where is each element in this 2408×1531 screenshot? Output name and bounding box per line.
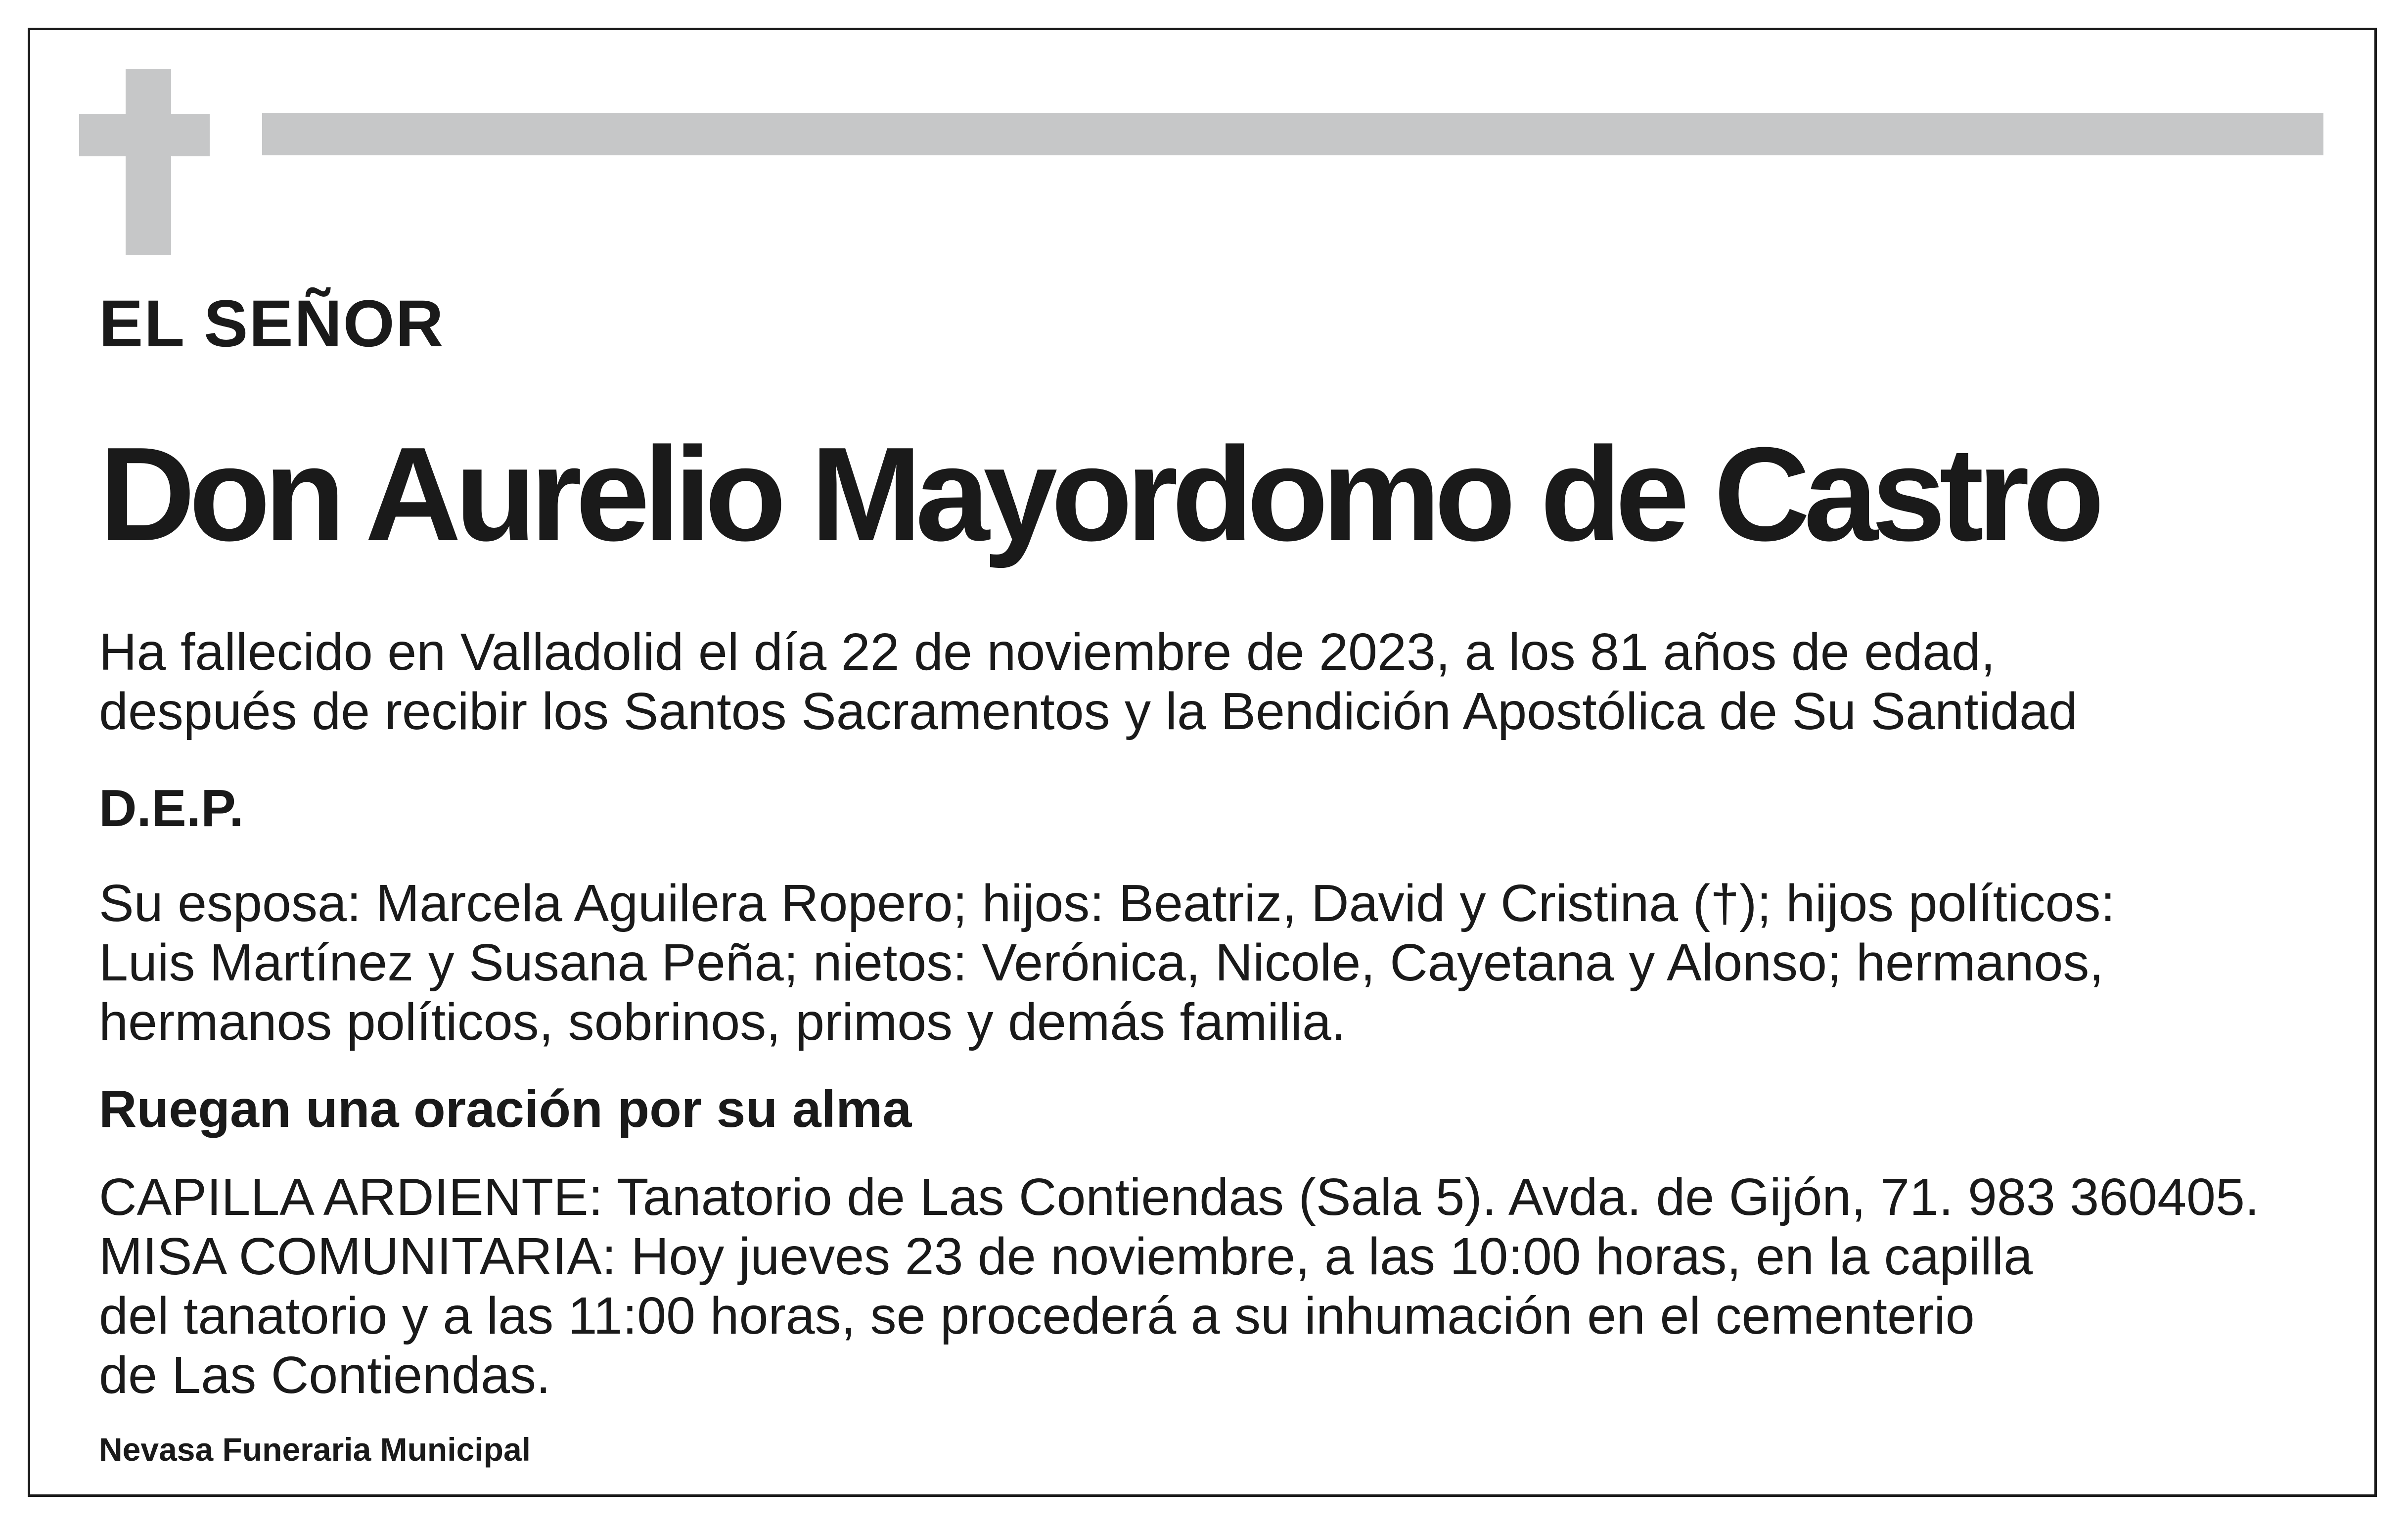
family-line: Su esposa: Marcela Aguilera Ropero; hijos: Beatriz, David y Cristina (†); hijos políticos: [99, 874, 2115, 932]
honorific-heading: EL SEÑOR [99, 287, 445, 361]
service-details [99, 1167, 2259, 1405]
rest-in-peace: D.E.P. [99, 779, 244, 837]
family-line: hermanos políticos, sobrinos, primos y demás familia. [99, 993, 1346, 1051]
cross-horizontal-bar [79, 114, 210, 156]
service-line: del tanatorio y a las 11:00 horas, se procederá a su inhumación en el cementerio [99, 1287, 1975, 1345]
prayer-request: Ruegan una oración por su alma [99, 1080, 912, 1138]
family-line: Luis Martínez y Susana Peña; nietos: Verónica, Nicole, Cayetana y Alonso; hermanos, [99, 933, 2104, 992]
cross-vertical-bar [126, 69, 171, 255]
death-announcement [99, 622, 2078, 741]
service-line: MISA COMUNITARIA: Hoy jueves 23 de noviembre, a las 10:00 horas, en la capilla [99, 1227, 2033, 1286]
header-rule [262, 113, 2323, 155]
deceased-name: Don Aurelio Mayordomo de Castro [99, 420, 2098, 569]
family-list [99, 874, 2115, 1052]
death-line: después de recibir los Santos Sacramentos y la Bendición Apostólica de Su Santidad [99, 682, 2078, 741]
death-line: Ha fallecido en Valladolid el día 22 de noviembre de 2023, a los 81 años de edad, [99, 623, 1996, 681]
service-line: CAPILLA ARDIENTE: Tanatorio de Las Contiendas (Sala 5). Avda. de Gijón, 71. 983 360405. [99, 1168, 2260, 1226]
service-line: de Las Contiendas. [99, 1346, 551, 1404]
funeral-home-name: Nevasa Funeraria Municipal [99, 1431, 531, 1468]
